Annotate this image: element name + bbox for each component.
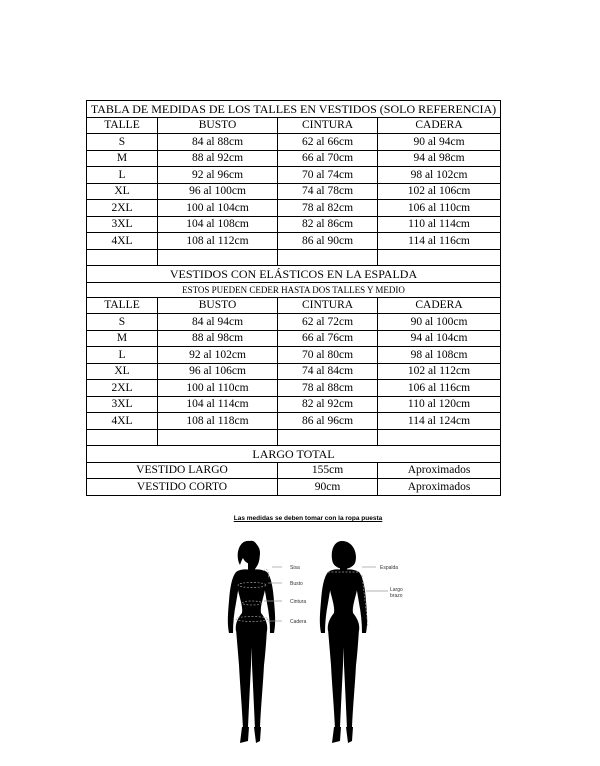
waist-cell: 62 al 72cm [278,314,378,331]
empty-cell [158,429,278,446]
waist-cell: 66 al 76cm [278,330,378,347]
hip-cell: 114 al 116cm [378,233,501,250]
size-cell: S [87,314,158,331]
size-cell: 3XL [87,216,158,233]
table2-size-row [87,380,501,397]
hip-cell: 110 al 120cm [378,396,501,413]
table2-size-row [87,314,501,331]
size-cell: S [87,134,158,151]
empty-cell [158,249,278,266]
hip-cell: 114 al 124cm [378,413,501,430]
size-cell: 2XL [87,380,158,397]
waist-cell: 82 al 92cm [278,396,378,413]
size-cell: 4XL [87,233,158,250]
empty-cell [278,429,378,446]
length-cell: 155cm [278,462,378,479]
size-cell: M [87,330,158,347]
table2-size-row [87,330,501,347]
table1-size-row [87,167,501,184]
size-cell: XL [87,363,158,380]
label-cadera: Cadera [290,619,307,625]
bust-cell: 96 al 106cm [158,363,278,380]
empty-cell [87,249,158,266]
size-chart-sheet [86,100,500,496]
hip-cell: 102 al 112cm [378,363,501,380]
table2-subtitle-cell: ESTOS PUEDEN CEDER HASTA DOS TALLES Y MEDIO [87,282,501,297]
front-silhouette-icon [228,541,275,743]
table2-size-row [87,347,501,364]
approx-cell: Aproximados [378,462,501,479]
table2-title-cell: VESTIDOS CON ELÁSTICOS EN LA ESPALDA [87,266,501,283]
empty-cell [278,249,378,266]
table1-size-row [87,216,501,233]
bust-cell: 100 al 110cm [158,380,278,397]
label-largo: Largo [390,587,403,593]
table2-empty-row [87,429,501,446]
label-brazo: brazo [390,593,403,599]
waist-cell: 66 al 70cm [278,150,378,167]
hip-cell: 102 al 106cm [378,183,501,200]
header-cintura: CINTURA [278,297,378,314]
bust-cell: 88 al 98cm [158,330,278,347]
bust-cell: 104 al 108cm [158,216,278,233]
bust-cell: 104 al 114cm [158,396,278,413]
label-sisa: Sisa [290,565,300,571]
bust-cell: 84 al 88cm [158,134,278,151]
waist-cell: 86 al 90cm [278,233,378,250]
table1-size-row [87,134,501,151]
label-busto: Busto [290,581,303,587]
table1-title [87,101,501,118]
header-talle: TALLE [87,297,158,314]
size-cell: L [87,347,158,364]
table2-title [87,266,501,283]
size-cell: 2XL [87,200,158,217]
hip-cell: 94 al 104cm [378,330,501,347]
empty-cell [87,429,158,446]
bust-cell: 92 al 102cm [158,347,278,364]
bust-cell: 100 al 104cm [158,200,278,217]
waist-cell: 70 al 80cm [278,347,378,364]
table3-title-cell: LARGO TOTAL [87,446,501,463]
waist-cell: 86 al 96cm [278,413,378,430]
empty-cell [378,429,501,446]
header-busto: BUSTO [158,297,278,314]
waist-cell: 70 al 74cm [278,167,378,184]
label-cintura: Cintura [290,599,307,605]
hip-cell: 90 al 94cm [378,134,501,151]
bust-cell: 108 al 112cm [158,233,278,250]
hip-cell: 94 al 98cm [378,150,501,167]
table1-size-row [87,183,501,200]
bust-cell: 96 al 100cm [158,183,278,200]
table3-title [87,446,501,463]
header-cintura: CINTURA [278,117,378,134]
hip-cell: 106 al 116cm [378,380,501,397]
empty-cell [378,249,501,266]
length-cell: 90cm [278,479,378,496]
header-cadera: CADERA [378,117,501,134]
size-cell: M [87,150,158,167]
size-cell: L [87,167,158,184]
hip-cell: 110 al 114cm [378,216,501,233]
table2-size-row [87,396,501,413]
header-talle: TALLE [87,117,158,134]
table1-empty-row [87,249,501,266]
table1-size-row [87,233,501,250]
dress-type-cell: VESTIDO CORTO [87,479,278,496]
waist-cell: 74 al 84cm [278,363,378,380]
table2-header-row [87,297,501,314]
waist-cell: 62 al 66cm [278,134,378,151]
waist-cell: 78 al 82cm [278,200,378,217]
table2-size-row [87,363,501,380]
table1-size-row [87,200,501,217]
size-table [86,100,501,496]
hip-cell: 98 al 108cm [378,347,501,364]
bust-cell: 92 al 96cm [158,167,278,184]
length-row [87,479,501,496]
approx-cell: Aproximados [378,479,501,496]
waist-cell: 82 al 86cm [278,216,378,233]
dress-type-cell: VESTIDO LARGO [87,462,278,479]
label-espalda: Espalda [380,565,399,571]
bust-cell: 88 al 92cm [158,150,278,167]
table1-header-row [87,117,501,134]
size-cell: 3XL [87,396,158,413]
hip-cell: 90 al 100cm [378,314,501,331]
length-row [87,462,501,479]
waist-cell: 78 al 88cm [278,380,378,397]
bust-cell: 84 al 94cm [158,314,278,331]
table2-subtitle [87,282,501,297]
header-busto: BUSTO [158,117,278,134]
hip-cell: 98 al 102cm [378,167,501,184]
header-cadera: CADERA [378,297,501,314]
hip-cell: 106 al 110cm [378,200,501,217]
table1-title-cell: TABLA DE MEDIDAS DE LOS TALLES EN VESTIDOS (SOLO REFERENCIA) [87,101,501,118]
size-cell: XL [87,183,158,200]
measurement-figure [218,515,403,755]
table1-size-row [87,150,501,167]
table2-size-row [87,413,501,430]
figure-caption: Las medidas se deben tomar con la ropa puesta [233,515,383,522]
waist-cell: 74 al 78cm [278,183,378,200]
bust-cell: 108 al 118cm [158,413,278,430]
size-cell: 4XL [87,413,158,430]
back-silhouette-icon [320,541,367,743]
